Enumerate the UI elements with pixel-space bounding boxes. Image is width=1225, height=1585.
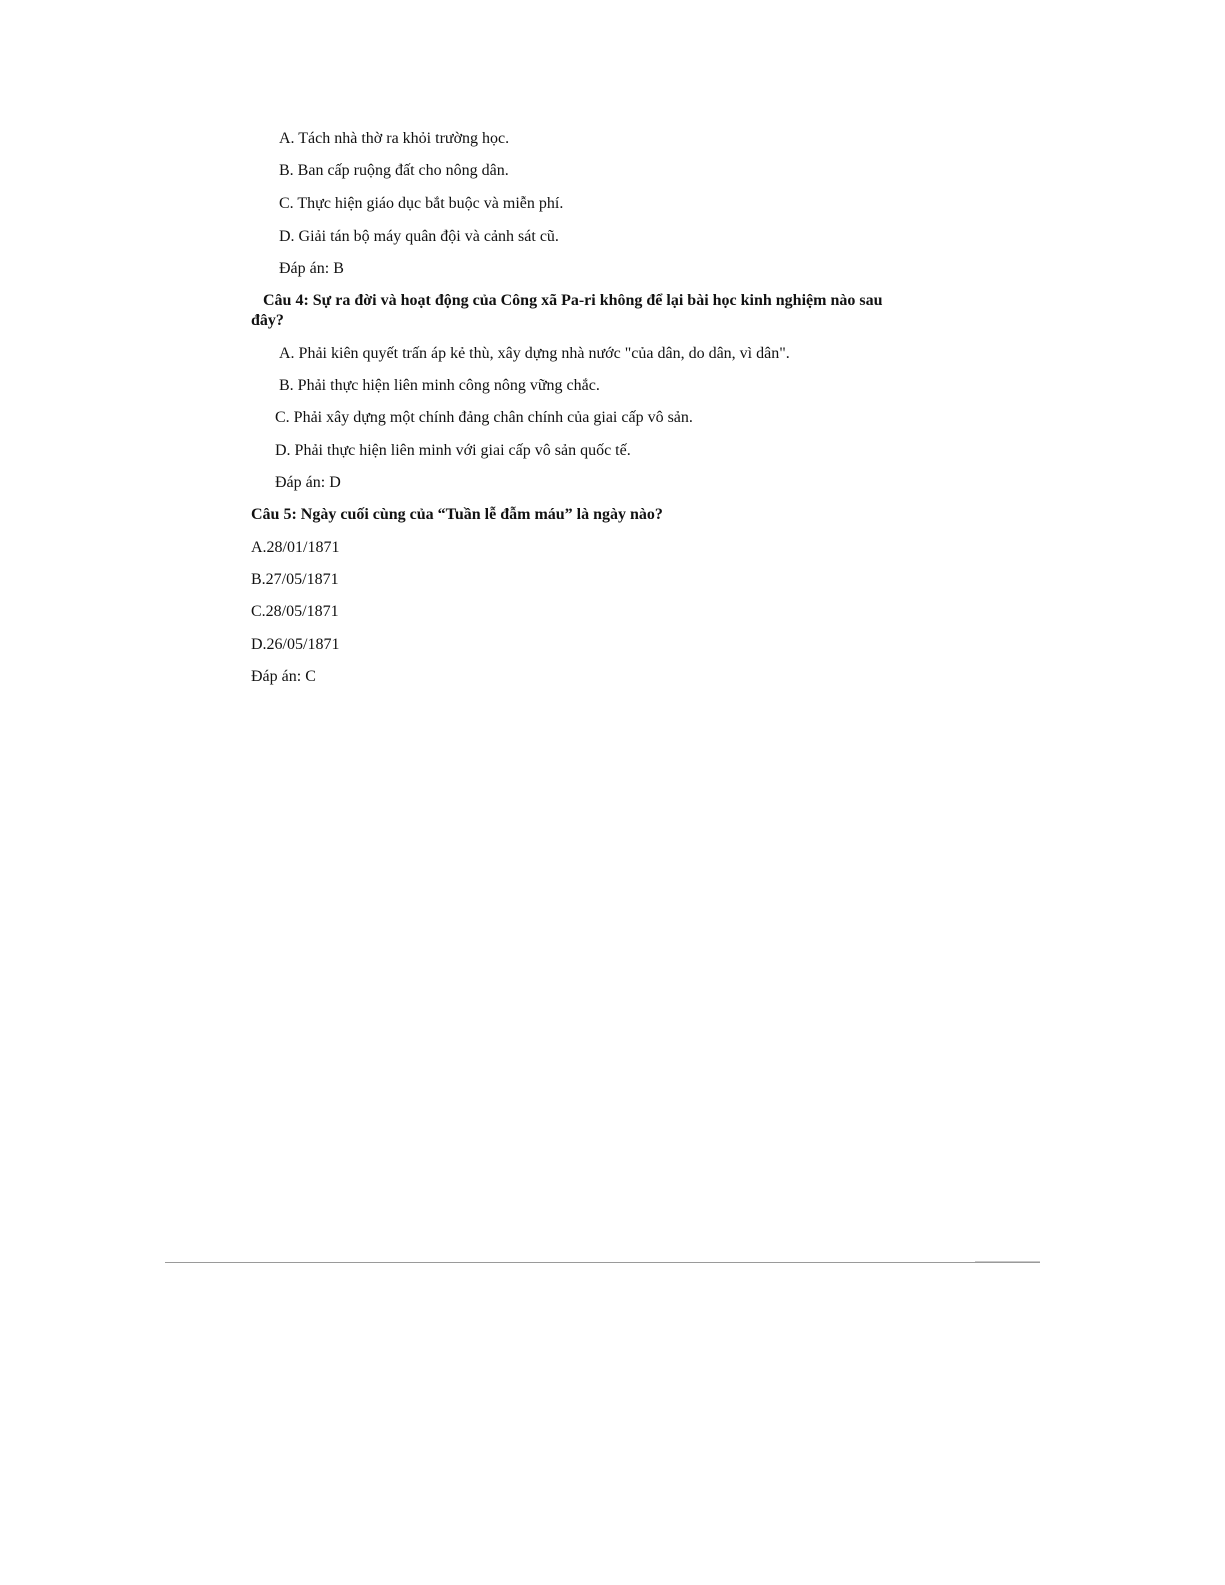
q4-answer: Đáp án: D: [275, 474, 341, 491]
footer-divider-tail: [975, 1261, 1040, 1262]
footer-divider: [165, 1262, 1040, 1263]
q3-option-a: A. Tách nhà thờ ra khỏi trường học.: [279, 130, 510, 147]
q3-option-b: B. Ban cấp ruộng đất cho nông dân.: [279, 162, 509, 179]
q5-answer: Đáp án: C: [251, 668, 316, 685]
q4-option-d: D. Phải thực hiện liên minh với giai cấp vô sản quốc tế.: [275, 442, 631, 459]
q5-question: Câu 5: Ngày cuối cùng của “Tuần lễ đẫm máu” là ngày nào?: [251, 506, 663, 523]
q5-option-b: B.27/05/1871: [251, 571, 339, 588]
q3-option-d: D. Giải tán bộ máy quân đội và cảnh sát cũ.: [279, 228, 559, 245]
q4-option-b: B. Phải thực hiện liên minh công nông vững chắc.: [279, 377, 600, 394]
q4-option-a: A. Phải kiên quyết trấn áp kẻ thù, xây dựng nhà nước "của dân, do dân, vì dân".: [279, 345, 790, 362]
q3-option-c: C. Thực hiện giáo dục bắt buộc và miễn phí.: [279, 195, 564, 212]
q4-question-line1: Câu 4: Sự ra đời và hoạt động của Công xã Pa-ri không để lại bài học kinh nghiệm nào sau: [263, 292, 883, 309]
q5-option-c: C.28/05/1871: [251, 603, 339, 620]
q5-option-a: A.28/01/1871: [251, 539, 340, 556]
q4-question-line2: đây?: [251, 312, 284, 329]
q5-option-d: D.26/05/1871: [251, 636, 340, 653]
q4-option-c: C. Phải xây dựng một chính đảng chân chính của giai cấp vô sản.: [275, 409, 693, 426]
q3-answer: Đáp án: B: [279, 260, 344, 277]
